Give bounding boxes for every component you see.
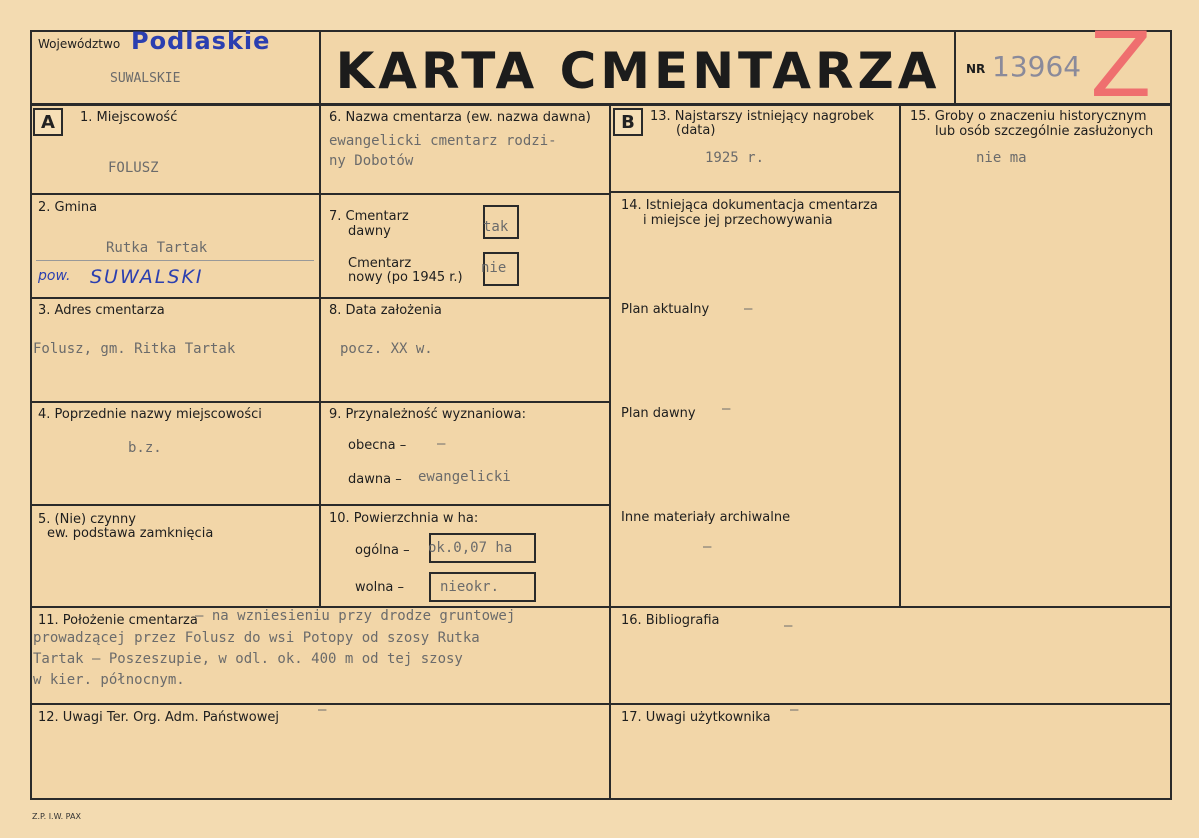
page-title: KARTA CMENTARZA: [335, 42, 941, 100]
voivodeship-stamp: Podlaskie: [131, 27, 271, 55]
f6-label: 6. Nazwa cmentarza (ew. nazwa dawna): [329, 110, 591, 125]
f17-label: 17. Uwagi użytkownika: [621, 710, 771, 725]
f16-label: 16. Bibliografia: [621, 613, 720, 628]
old-voivodeship: SUWALSKIE: [110, 71, 181, 86]
f7-old-value: tak: [483, 219, 509, 235]
col-divider-1: [319, 104, 321, 607]
red-mark-z: Z: [1090, 13, 1152, 118]
f4-value: b.z.: [128, 440, 162, 456]
f6-value-2: ny Dobotów: [329, 153, 414, 169]
f14-plan-old-value: –: [722, 401, 731, 417]
f2-value: Rutka Tartak: [106, 240, 208, 256]
f7-new-label-2: nowy (po 1945 r.): [348, 270, 463, 285]
f14-plan-current-value: –: [744, 301, 753, 317]
f9-former-label: dawna –: [348, 472, 402, 487]
f5-label-1: 5. (Nie) czynny: [38, 512, 136, 527]
row-divider-left-1: [30, 193, 611, 195]
f7-new-value: nie: [481, 260, 507, 276]
f1-label: 1. Miejscowość: [80, 110, 178, 125]
voivodeship-label: Województwo: [38, 37, 121, 51]
f3-value: Folusz, gm. Ritka Tartak: [33, 341, 236, 357]
row-divider-left-4: [30, 504, 611, 506]
f11-value-2: prowadzącej przez Folusz do wsi Potopy od szosy Rutka: [33, 630, 480, 646]
printer-imprint: Z.P. I.W. PAX: [32, 812, 81, 821]
f10-total-label: ogólna –: [355, 543, 410, 558]
col-divider-2: [609, 104, 611, 800]
f10-label: 10. Powierzchnia w ha:: [329, 511, 479, 526]
f11-value-3: Tartak – Poszeszupie, w odl. ok. 400 m od tej szosy: [33, 651, 463, 667]
f10-total-value: ok.0,07 ha: [428, 540, 513, 556]
section-a-marker: A: [33, 108, 63, 136]
f11-value-4: w kier. północnym.: [33, 672, 185, 688]
f15-label-2: lub osób szczególnie zasłużonych: [935, 124, 1154, 139]
f11-label: 11. Położenie cmentarza: [38, 613, 198, 628]
f14-other-value: –: [703, 539, 712, 555]
nr-value: 13964: [992, 50, 1082, 83]
f13-label-2: (data): [676, 123, 716, 138]
f2-label: 2. Gmina: [38, 200, 98, 215]
f9-former-value: ewangelicki: [418, 469, 511, 485]
f7-label: 7. Cmentarz: [329, 209, 409, 224]
row-divider-left-3: [30, 401, 611, 403]
f3-label: 3. Adres cmentarza: [38, 303, 165, 318]
f13-label-1: 13. Najstarszy istniejący nagrobek: [650, 109, 874, 124]
row-divider-left-2: [30, 297, 611, 299]
f13-value: 1925 r.: [705, 150, 765, 166]
f6-value-1: ewangelicki cmentarz rodzi-: [329, 133, 557, 149]
row-divider-bottom: [30, 703, 1172, 705]
f15-label-1: 15. Groby o znaczeniu historycznym: [910, 109, 1147, 124]
f11-value-1: – na wzniesieniu przy drodze gruntowej: [195, 608, 516, 624]
f8-label: 8. Data założenia: [329, 303, 442, 318]
f10-free-label: wolna –: [355, 580, 405, 595]
f5-label-2: ew. podstawa zamknięcia: [47, 526, 214, 541]
f17-value: –: [790, 702, 799, 718]
col-divider-3: [899, 104, 901, 607]
gmina-underline: [36, 260, 314, 261]
f2-pow-prefix: pow.: [38, 268, 71, 284]
f9-current-label: obecna –: [348, 438, 407, 453]
f16-value: –: [784, 618, 793, 634]
f12-value: –: [318, 702, 327, 718]
f9-current-value: –: [437, 436, 446, 452]
f1-value: FOLUSZ: [108, 160, 159, 176]
f7-new-label-1: Cmentarz: [348, 256, 412, 271]
f4-label: 4. Poprzednie nazwy miejscowości: [38, 407, 262, 422]
f8-value: pocz. XX w.: [340, 341, 433, 357]
f15-value: nie ma: [976, 150, 1027, 166]
f14-plan-current-label: Plan aktualny: [621, 302, 710, 317]
f2-pow-value: SUWALSKI: [90, 266, 204, 288]
f14-label-1: 14. Istniejąca dokumentacja cmentarza: [621, 198, 878, 213]
section-b-marker: B: [613, 108, 643, 136]
f14-plan-old-label: Plan dawny: [621, 406, 696, 421]
row-divider-b13: [609, 191, 900, 193]
f10-free-value: nieokr.: [440, 579, 500, 595]
f12-label: 12. Uwagi Ter. Org. Adm. Państwowej: [38, 710, 279, 725]
f14-other-label: Inne materiały archiwalne: [621, 510, 791, 525]
f14-label-2: i miejsce jej przechowywania: [643, 213, 833, 228]
f7-old-label: dawny: [348, 224, 391, 239]
f9-label: 9. Przynależność wyznaniowa:: [329, 407, 527, 422]
nr-label: NR: [966, 62, 986, 76]
